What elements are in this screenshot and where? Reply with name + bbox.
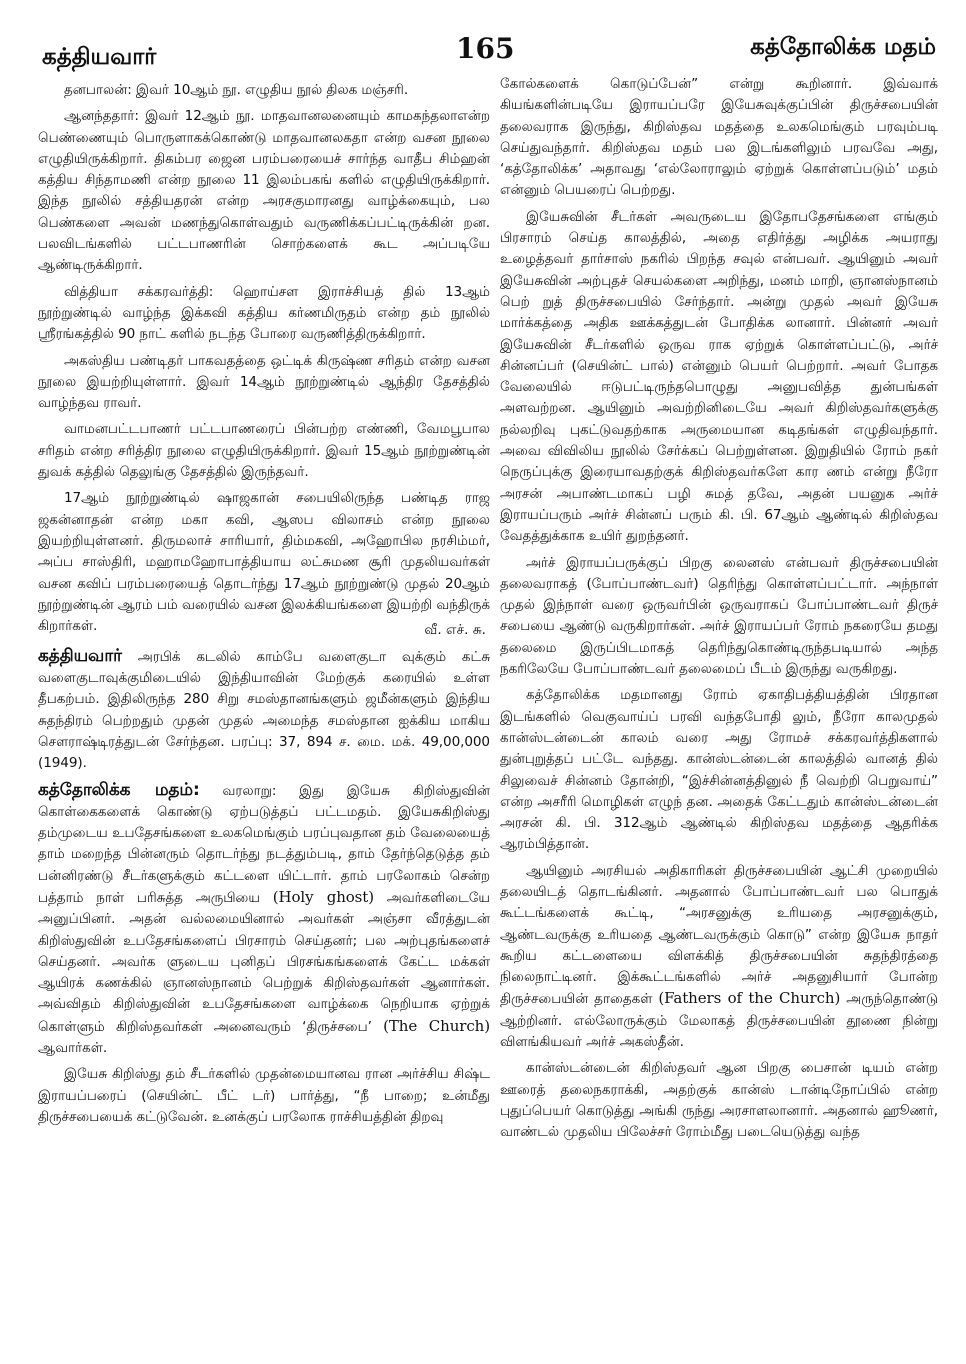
right-column <box>500 74 938 1149</box>
paragraph: தனபாலன்: இவர் 10ஆம் நூ. எழுதிய நூல் திலக மஞ்சரி. <box>64 82 409 98</box>
paragraph-text: அருந்தொண்டு ஆற்றினர். எல்லோருக்கும் மேலாகத் திருச்சபையின் தூணை நின்று விளங்கியவர் அர்ச் அகஸ்தீன். <box>500 991 938 1051</box>
paragraph: அகஸ்திய பண்டிதர் பாகவதத்தை ஒட்டிக் கிருஷ்ண சரிதம் என்ற வசன நூலை இயற்றியுள்ளார். இவர் 14ஆம் நூற்றுண்டில் ஆந்திர தேசத்தில் வாழ்ந்தவ ராவர். <box>38 352 490 412</box>
paragraph <box>500 861 938 1054</box>
paragraph: கோல்களைக் கொடுப்பேன்” என்று கூறினார். இவ்வாக் கியங்களின்படியே இராயப்பரே இயேசுவுக்குப்பின் திருச்சபையின் தலைவராக இருந்து, கிறிஸ்தவ மதத்தை உலகமெங்கும் பரவும்படி செய்துவந்தார். கிறிஸ்தவ மதம் பல இடங்களிலும் பரவவே அது, ‘கத்தோலிக்க’ அதாவது ‘எல்லோராலும் ஏற்றுக் கொள்ளப்படும்’ மதம் என்னும் பெயரைப் பெற்றது. <box>500 76 938 199</box>
entry-body: அரபிக் கடலில் காம்பே வளைகுடா வுக்கும் கட்சு வளைகுடாவுக்குமிடையில் இந்தியாவின் மேற்குக் கரையில் உள்ள தீபகற்பம். இதிலிருந்த 280 சிறு சமஸ்தானங்களும் ஜமீன்களும் இந்திய சுதந்திரம் பெற்றதும் முதன் முதல் அமைந்த சமஸ்தான ஐக்கிய மாகிய சௌராஷ்டிரத்துடன் சேர்ந்தன. பரப்பு: 37, 894 ச. மை. மக். 49,00,000 (1949). <box>38 648 490 772</box>
english-term: (The Church) <box>383 1016 490 1035</box>
paragraph: இயேசுவின் சீடர்கள் அவருடைய இதோபதேசங்களை எங்கும் பிரசாரம் செய்த காலத்தில், அதை எதிர்த்து அழிக்க அயராது உழைத்தவர் தார்சாஸ் நகரில் பிறந்த சவுல் என்பவர். ஆயினும் அவர் இயேசுவின் அற்புதச் செயல்களை அறிந்து, மனம் மாறி, ஞானஸ்நானம் பெற் றுத் திருச்சபையில் சேர்ந்தார். அன்று முதல் அவர் இயேசு மார்க்கத்தை அதிக ஊக்கத்துடன் போதிக்க லானார். பின்னர் அவர் இயேசுவின் சீடர்களில் ஒருவ ராக ஏற்றுக் கொள்ளப்பட்டு, அர்ச் சின்னப்பர் (செயின்ட் பால்) என்னும் பெயர் பெற்றார். அவர் போதக வேலையில் ஈடுபட்டிருந்தபொழுது அனுபவித்த துன்பங்கள் அளவற்றன. ஆயினும் அவற்றினிடையே அவர் கிறிஸ்தவர்களுக்கு நல்லறிவு புகட்டுவதற்காக அருமையான கடிதங்கள் எழுதிவந்தார். அவை விவிலிய நூலில் சேர்க்கப் பெற்றுள்ளன. இறுதியில் ரோம் நகர் நெருப்புக்கு இரையாவதற்குக் கிறிஸ்தவர்களே கார ணம் என்று நீரோ அரசன் அபாண்டமாகப் பழி சுமத் தவே, அதன் பயனுக அர்ச் இராயப்பரும் அர்ச் சின்னப் பரும் கி. பி. 67ஆம் ஆண்டில் கிறிஸ்தவ வேதத்துக்காக உயிர் துறந்தனர். <box>500 208 938 545</box>
entry-body: வரலாறு: இது இயேசு கிறிஸ்துவின் கொள்கைகளைக் கொண்டு ஏற்படுத்தப் பட்டமதம். இயேசுகிறிஸ்து தம்முடைய உபதேசங்களை உலகமெங்கும் பரப்புவதான தம் வேலையைத் தாம் மறைந்த பின்னரும் தொடர்ந்து நடத்தும்படி, தாம் தேர்ந்தெடுத்த தம் பன்னிரண்டு சீடர்களுக்கும் கட்டளை யிட்டார். தாம் பரலோகம் சென்ற பத்தாம் நாள் பரிசுத்த அருபியை <box>38 782 490 906</box>
entry-catholic <box>38 780 490 1060</box>
page-number: 165 <box>456 32 515 65</box>
running-head-left: கத்தியவார் <box>42 44 157 70</box>
entry-headword: கத்தோலிக்க மதம்: <box>38 779 200 800</box>
paragraph: இயேசு கிறிஸ்து தம் சீடர்களில் முதன்மையானவ ரான அர்ச்சிய சிஷ்ட இராயப்பரைப் (செயின்ட் பீட் டர்) பார்த்து, “நீ பாறை; உன்மீது திருச்சபையைக் கட்டுவேன். உனக்குப் பரலோக ராச்சியத்தின் திறவு <box>38 1066 490 1125</box>
paragraph: கான்ஸ்டன்டைன் கிறிஸ்தவர் ஆன பிறகு பைசான் டியம் என்ற ஊரைத் தலைநகராக்கி, அதற்குக் கான்ஸ் டான்டிநோப்பில் என்ற புதுப்பெயர் கொடுத்து அங்கி ருந்து அரசாளலானார். அதனால் ஹூணர், வாண்டல் முதலிய பிலேச்சர் ரோம்மீது படையெடுத்து வந்த <box>500 1060 938 1141</box>
english-term: (Holy ghost) <box>272 887 374 906</box>
entry-body: ஆவார்கள். <box>38 1040 108 1057</box>
paragraph: அர்ச் இராயப்பருக்குப் பிறகு லைனஸ் என்பவர் திருச்சபையின் தலைவராகத் (போப்பாண்டவர்) தெரிந்து கொள்ளப்பட்டார். அந்நாள் முதல் இந்நாள் வரை ஒருவர்பின் ஒருவராகப் போப்பாண்டவர் திருச் சபையை ஆண்டு வருகிறார்கள். அர்ச் இராயப்பர் ரோம் நகரையே தமது தலைமை இருப்பிடமாகத் தெரிந்துகொண்டிருந்தபடியால் அந்த நகரிலேயே போப்பாண்டவர் தலைமைப் பீடம் இருந்து வருகிறது. <box>500 554 938 678</box>
page-header <box>0 28 966 78</box>
paragraph: வித்தியா சக்கரவர்த்தி: ஹொய்சள இராச்சியத் தில் 13ஆம் நூற்றுண்டில் வாழ்ந்த இக்கவி கத்திய கர்ணமிருதம் என்ற தம் நூலில் ஸ்ரீரங்கத்தில் 90 நாட் களில் நடந்த போரை வருணித்திருக்கிறார். <box>38 283 490 343</box>
entry-kathiyawar <box>38 646 490 775</box>
running-head-right: கத்தோலிக்க மதம் <box>750 34 936 60</box>
entry-body: அவர்களிடையே அனுப்பினர். அதன் வல்லமையினால் அவர்கள் அஞ்சா வீரத்துடன் கிறிஸ்துவின் உபதேசங்களைப் பிரசாரம் செய்தனர்; பல அற்புதங்களைச் செய்தனர். அவர்க ளுடைய புனிதப் பிரசங்கங்களைக் கேட்ட மக்கள் ஆயிரக் கணக்கில் ஞானஸ்நானம் பெற்றுக் கிறிஸ்தவர்கள் ஆனார்கள். அவ்விதம் கிறிஸ்துவின் உபதேசங்களை வாழ்க்கை நெறியாக ஏற்றுக் கொள்ளும் கிறிஸ்தவர்கள் அனைவரும் ‘திருச்சபை’ <box>38 889 490 1035</box>
paragraph: வாமனபட்டபாணர் பட்டபாணரைப் பின்பற்ற எண்ணி, வேமபூபால சரிதம் என்ற சரித்திர நூலை எழுதியிருக்கிறார். இவர் 15ஆம் நூற்றுண்டின் துவக் கத்தில் தெலுங்கு தேசத்தில் இருந்தவர். <box>38 421 490 481</box>
paragraph: கத்தோலிக்க மதமானது ரோம் ஏகாதிபத்தியத்தின் பிரதான இடங்களில் வெகுவாய்ப் பரவி வந்தபோதி லும், நீரோ காலமுதல் கான்ஸ்டன்டைன் காலம் வரை அது ரோமச் சக்கரவர்த்திகளால் துன்புறுத்தப் பட்டே வந்தது. கான்ஸ்டன்டைன் காலத்தில் வானத் தில் சிலுவைச் சின்னம் தோன்றி, “இச்சின்னத்தினுல் நீ வெற்றி பெறுவாய்” என்ற அசரீரி மொழிகள் எழுந் தன. அதைக் கேட்டதும் கான்ஸ்டன்டைன் அரசன் கி. பி. 312ஆம் ஆண்டில் கிறிஸ்தவ மதத்தை ஆதரிக்க ஆரம்பித்தான். <box>500 687 938 853</box>
author-signature: வீ. எச். சு. <box>424 622 486 639</box>
english-term: (Fathers of the Church) <box>658 989 841 1008</box>
paragraph: 17ஆம் நூற்றுண்டில் ஷாஜகான் சபையிலிருந்த பண்டித ராஜ ஜகன்னாதன் என்ற மகா கவி, ஆஸப விலாசம் என்ற நூலை இயற்றியுள்ளனர். திருமலாச் சாரியார், திம்மகவி, அஹோபில நரசிம்மர், அப்ப சாஸ்திரி, மஹாமஹோபாத்தியாய லட்சுமண சூரி முதலியவர்கள் வசன கவிப் பரம்பரையைத் தொடர்ந்து 17ஆம் நூற்றுண்டு முதல் 20ஆம் நூற்றுண்டின் ஆரம் பம் வரையில் வசன இலக்கியங்களை இயற்றி வந்திருக் கிறார்கள். <box>38 490 491 635</box>
left-column <box>38 80 490 1133</box>
paragraph-text: ஆயினும் அரசியல் அதிகாரிகள் திருச்சபையின் ஆட்சி முறையில் தலையிடத் தொடங்கினர். அதனால் போப்பாண்டவர் பல பொதுக் கூட்டங்களைக் கூட்டி, “அரசனுக்கு உரியதை அரசனுக்கும், ஆண்டவருக்கு உரியதை ஆண்டவருக்கும் கொடு” என்ற இயேசு நாதர் கூறிய கட்டளையை விளக்கித் திருச்சபையின் சுதந்திரத்தை நிலைநாட்டினர். இக்கூட்டங்களில் அர்ச் அதனுசியார் போன்ற திருச்சபையின் தாதைகள் <box>500 862 938 1008</box>
paragraph: ஆனந்ததார்: இவர் 12ஆம் நூ. மாதவானலனையும் காமகந்தலாஎன்ற பெண்ணையும் பொருளாகக்கொண்டு மாதவானலகதா என்ற வசன நூலை எழுதியிருக்கிறார். திகம்பர ஜைன பரம்பரையைச் சார்ந்த வாதீப சிம்ஹன் கத்திய சிந்தாமணி என்ற நூலை 11 இலம்பகங் களில் எழுதியிருக்கிறார். இந்த நூலில் சத்தியதரன் என்ற அரசகுமாரனது வாழ்க்கையும், பல பெண்களை அவன் மணந்துகொள்வதும் வருணிக்கப்பட்டிருக்கின் றன. பலவிடங்களில் பட்டபாணரின் சொற்களைக் கூட அப்படியே ஆண்டிருக்கிறார். <box>38 108 490 274</box>
entry-headword: கத்தியவார் <box>38 645 122 666</box>
